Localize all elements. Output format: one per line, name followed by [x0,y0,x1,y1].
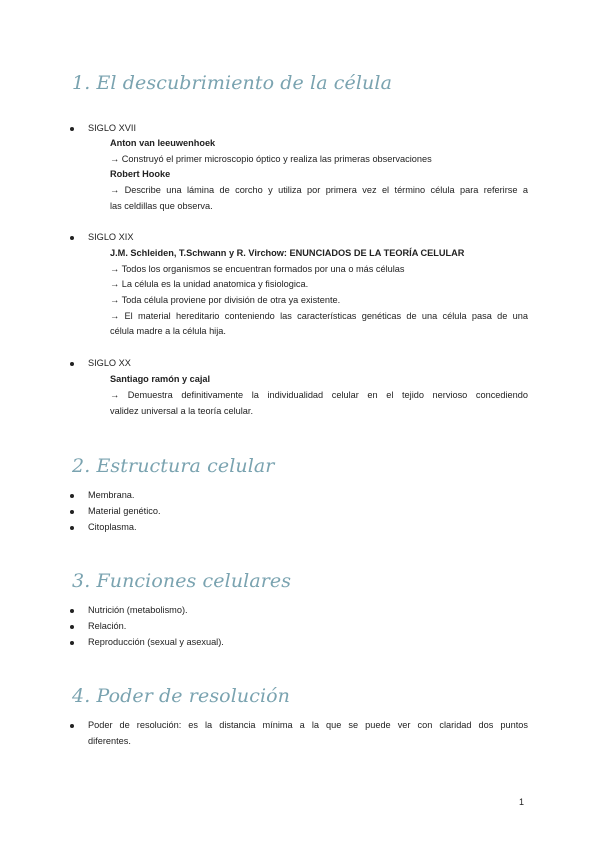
bullet-icon [70,641,74,645]
bullet-icon [70,724,74,728]
list-item: Nutrición (metabolismo). [88,605,188,615]
contribution-text: → La célula es la unidad anatomica y fisiologica. [110,279,309,289]
scientist-name: Santiago ramón y cajal [110,374,211,384]
bullet-icon [70,609,74,613]
bullet-icon [70,510,74,514]
scientist-name: J.M. Schleiden, T.Schwann y R. Virchow: ENUNCIADOS DE LA TEORÍA CELULAR [110,248,465,258]
section-4-title: 4. Poder de resolución [72,685,291,707]
list-item: Material genético. [88,506,161,516]
bullet-icon [70,526,74,530]
contribution-text: las celdillas que observa. [110,201,213,211]
bullet-icon [70,127,74,131]
page-number: 1 [519,797,525,807]
list-item: Membrana. [88,490,135,500]
section-2-title: 2. Estructura celular [72,455,275,477]
scientist-name: Robert Hooke [110,169,171,179]
century-label: SIGLO XX [88,358,131,368]
contribution-text: → Toda célula proviene por división de otra ya existente. [110,295,341,305]
section-1-title: 1. El descubrimiento de la célula [72,72,392,94]
section-3-title: 3. Funciones celulares [72,570,292,592]
contribution-text: → Describe una lámina de corcho y utiliza por primera vez el término célula para referirse a [110,185,528,195]
list-item: Poder de resolución: es la distancia mínima a la que se puede ver con claridad dos puntos [88,720,528,730]
contribution-text: validez universal a la teoría celular. [110,406,253,416]
scientist-name: Anton van leeuwenhoek [110,138,216,148]
list-item: Reproducción (sexual y asexual). [88,637,224,647]
bullet-icon [70,494,74,498]
bullet-icon [70,625,74,629]
contribution-text: → Todos los organismos se encuentran formados por una o más células [110,264,405,274]
contribution-text: → Demuestra definitivamente la individualidad celular en el tejido nervioso concediendo [110,390,528,400]
list-item: Citoplasma. [88,522,137,532]
bullet-icon [70,362,74,366]
century-label: SIGLO XVII [88,123,136,133]
century-label: SIGLO XIX [88,232,134,242]
contribution-text: célula madre a la célula hija. [110,326,226,336]
contribution-text: → El material hereditario conteniendo las características genéticas de una célula pasa de una [110,311,528,321]
list-item-continuation: diferentes. [88,736,131,746]
bullet-icon [70,236,74,240]
contribution-text: → Construyó el primer microscopio óptico y realiza las primeras observaciones [110,154,432,164]
list-item: Relación. [88,621,127,631]
